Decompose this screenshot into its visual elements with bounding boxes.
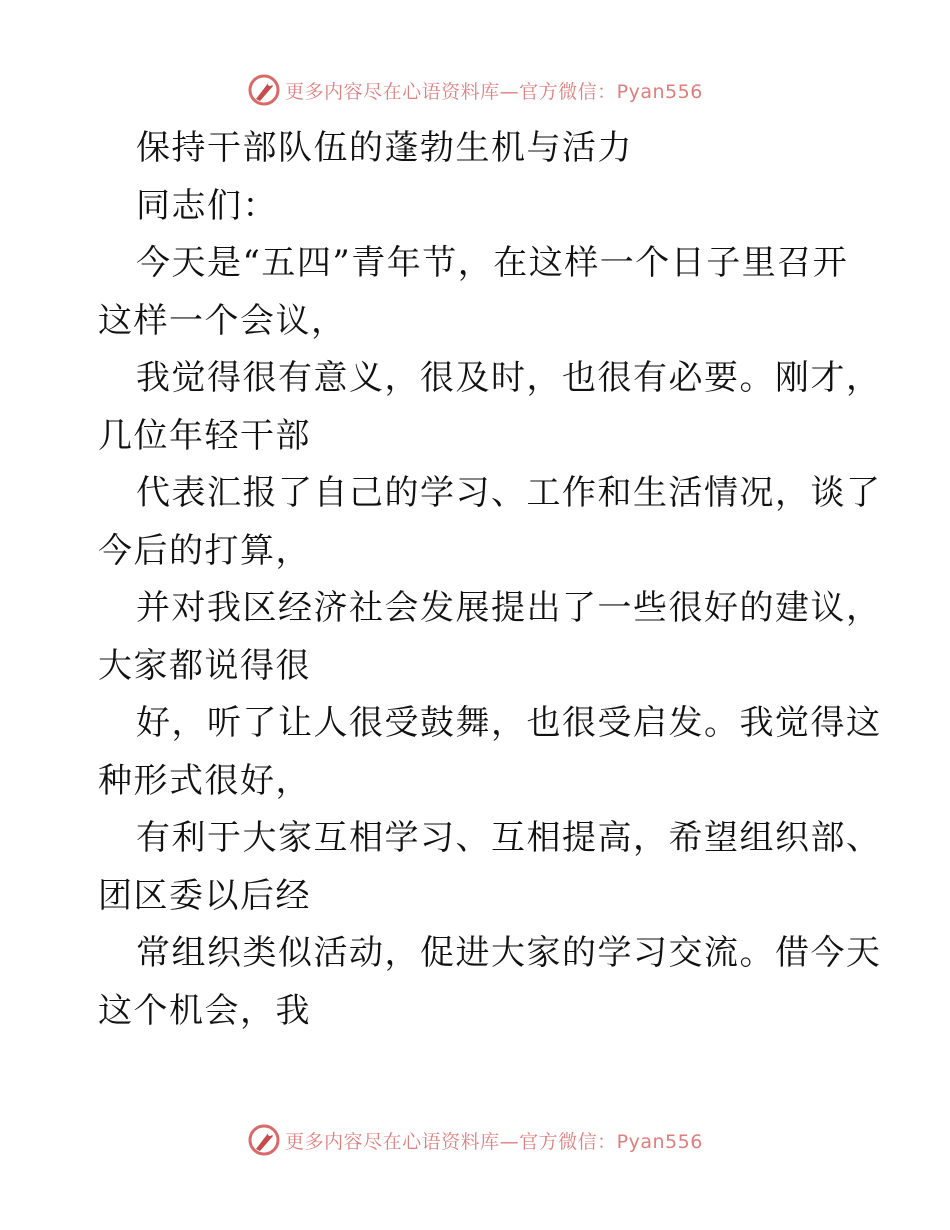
document-body: [98, 120, 882, 1040]
footer-banner-text: 更多内容尽在心语资料库—官方微信：Pyan556: [285, 1130, 703, 1153]
text-line: 几位年轻干部: [98, 415, 311, 456]
text-line: 代表汇报了自己的学习、工作和生活情况，谈了: [136, 473, 882, 513]
text-line: 并对我区经济社会发展提出了一些很好的建议，: [136, 588, 882, 628]
header-banner: [0, 70, 950, 110]
salutation: 同志们：: [136, 185, 278, 226]
text-line: 这个机会，我: [98, 990, 311, 1031]
header-banner-text: 更多内容尽在心语资料库—官方微信：Pyan556: [285, 80, 703, 103]
text-line: 有利于大家互相学习、互相提高，希望组织部、: [136, 818, 882, 858]
pen-nib-logo-icon: [247, 1123, 281, 1157]
text-line: 大家都说得很: [98, 645, 311, 686]
text-line: 好，听了让人很受鼓舞，也很受启发。我觉得这: [136, 703, 882, 743]
text-line: 常组织类似活动，促进大家的学习交流。借今天: [136, 933, 882, 973]
text-line: 种形式很好，: [98, 760, 311, 801]
text-line: 我觉得很有意义，很及时，也很有必要。刚才，: [136, 358, 882, 398]
text-line: 今天是“五四”青年节，在这样一个日子里召开: [136, 243, 849, 283]
text-line: 团区委以后经: [98, 875, 311, 916]
footer-banner: [0, 1120, 950, 1160]
pen-nib-logo-icon: [247, 73, 281, 107]
document-title: 保持干部队伍的蓬勃生机与活力: [136, 128, 633, 168]
text-line: 今后的打算，: [98, 530, 311, 571]
text-line: 这样一个会议，: [98, 300, 347, 341]
